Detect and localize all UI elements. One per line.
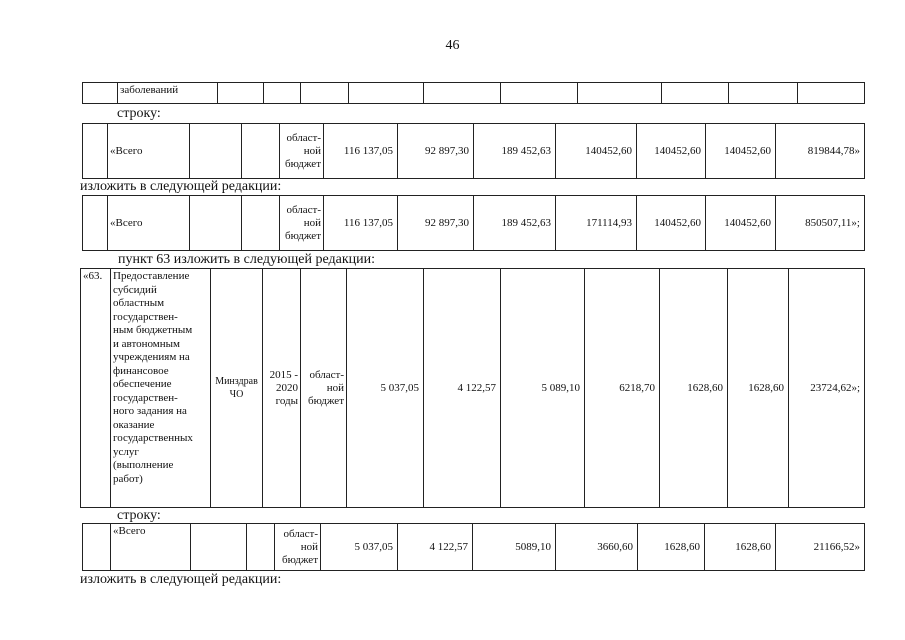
page-number: 46 bbox=[445, 38, 460, 53]
value-cell: 819844,78» bbox=[776, 124, 865, 179]
text-izlozhit: изложить в следующей редакции: bbox=[80, 572, 282, 587]
value-cell: 1628,60 bbox=[705, 524, 776, 571]
value-cell: 4 122,57 bbox=[424, 269, 501, 508]
table-top-row bbox=[82, 82, 865, 104]
value-cell: 116 137,05 bbox=[324, 196, 398, 251]
text-stroku: строку: bbox=[117, 106, 161, 121]
table-old-total-2 bbox=[82, 523, 865, 571]
table-item-63 bbox=[80, 268, 865, 508]
value-cell: 1628,60 bbox=[660, 269, 728, 508]
value-cell: 171114,93 bbox=[556, 196, 637, 251]
cell-name: заболеваний bbox=[118, 83, 218, 104]
value-cell: 4 122,57 bbox=[398, 524, 473, 571]
source-cell: област- ной бюджет bbox=[280, 196, 324, 251]
table-new-total bbox=[82, 195, 865, 251]
total-label: «Всего bbox=[108, 196, 190, 251]
value-cell: 21166,52» bbox=[776, 524, 865, 571]
total-label: «Всего bbox=[108, 124, 190, 179]
cell-empty bbox=[83, 83, 118, 104]
value-cell: 5089,10 bbox=[473, 524, 556, 571]
value-cell: 23724,62»; bbox=[789, 269, 865, 508]
executor-cell: Минздрав ЧО bbox=[211, 269, 263, 508]
source-cell: област- ной бюджет bbox=[275, 524, 321, 571]
value-cell: 116 137,05 bbox=[324, 124, 398, 179]
period-cell: 2015 - 2020 годы bbox=[263, 269, 301, 508]
value-cell: 5 037,05 bbox=[321, 524, 398, 571]
value-cell: 140452,60 bbox=[637, 196, 706, 251]
value-cell: 5 037,05 bbox=[347, 269, 424, 508]
table-old-total bbox=[82, 123, 865, 179]
value-cell: 189 452,63 bbox=[474, 124, 556, 179]
item-description: Предоставление субсидий областным государствен- ным бюджетным и автономным учреждениям на финансовое обеспечение государствен- ного задания на оказание государственных услуг (выполнение работ) bbox=[111, 269, 211, 508]
value-cell: 850507,11»; bbox=[776, 196, 865, 251]
value-cell: 140452,60 bbox=[706, 196, 776, 251]
value-cell: 6218,70 bbox=[585, 269, 660, 508]
value-cell: 3660,60 bbox=[556, 524, 638, 571]
value-cell: 140452,60 bbox=[637, 124, 706, 179]
value-cell: 92 897,30 bbox=[398, 124, 474, 179]
text-izlozhit: изложить в следующей редакции: bbox=[80, 179, 282, 194]
value-cell: 5 089,10 bbox=[501, 269, 585, 508]
source-cell: област- ной бюджет bbox=[301, 269, 347, 508]
value-cell: 1628,60 bbox=[728, 269, 789, 508]
text-stroku: строку: bbox=[117, 508, 161, 523]
source-cell: област- ной бюджет bbox=[280, 124, 324, 179]
item-number: «63. bbox=[81, 269, 111, 508]
value-cell: 189 452,63 bbox=[474, 196, 556, 251]
text-punkt: пункт 63 изложить в следующей редакции: bbox=[118, 252, 375, 267]
total-label: «Всего bbox=[111, 524, 191, 571]
value-cell: 92 897,30 bbox=[398, 196, 474, 251]
value-cell: 140452,60 bbox=[706, 124, 776, 179]
value-cell: 140452,60 bbox=[556, 124, 637, 179]
value-cell: 1628,60 bbox=[638, 524, 705, 571]
